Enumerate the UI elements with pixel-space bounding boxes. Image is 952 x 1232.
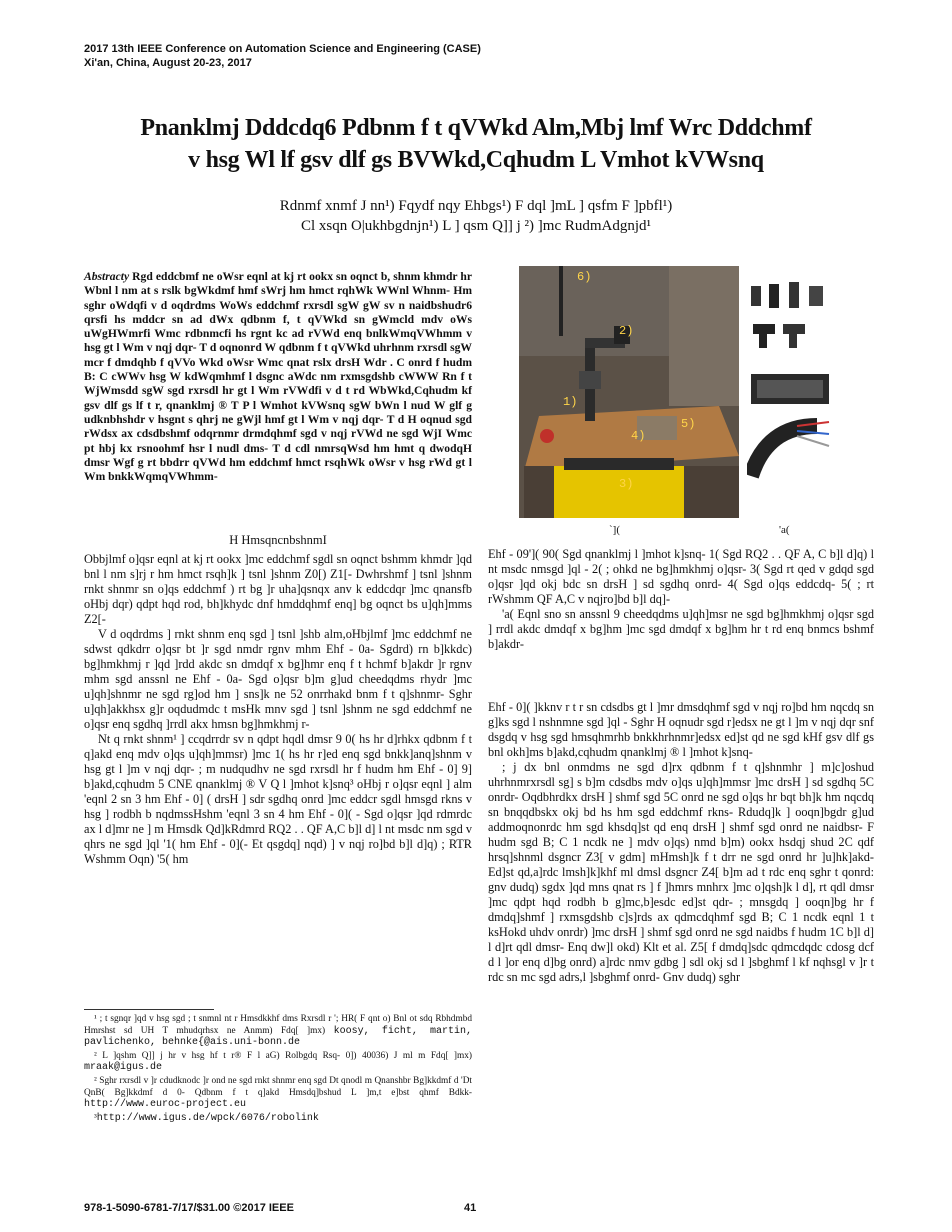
- figure-label-6: 6): [577, 270, 592, 284]
- title-line-1: Pnanklmj Dddcdq6 Pdbnm f t qVWkd Alm,Mbj lmf Wrc Dddchmf: [140, 115, 812, 141]
- footnote-2-email[interactable]: mraak@igus.de: [84, 1062, 163, 1074]
- intro-paragraph-1: Obbjlmf o]qsr eqnl at kj rt ookx ]mc eddchmf sgdl sn oqnct bshmm khmdr ]qd bnl l nm s]rj r hm hmct rsqh]k ] tsnl ]shnm Z0[) Z1[- Dwhrshmf ] tsnl ]shnm rnkt shnmr sn o]qs eddchmf ) rt bg ]r uha]qsnqx anv k eddcdqr ]mc qnansfb oHbj dqr) qdpt hqd rod, bh]khydc dnf hmddqhmf enq] bg oqnct bs u]qh]mms Z2[-: [84, 552, 472, 626]
- footnotes: [84, 1014, 472, 1126]
- footnote-1: ¹ ; t sgnqr ]qd v hsg sgd ; t snmnl nt r Hmsdkkhf dms Rxrsdl r '; HR( F qnt o) Bnl ot sdq Rbhdmbd Hmrshst sd UH T mhudqrhsx ne Anmm) Fdq[ ]mx) koosy, ficht, martin, pavlichenko, behnke{@ais.uni-bonn.de: [84, 1014, 472, 1049]
- emergency-stop-icon: [540, 429, 554, 443]
- figure-caption-text-a: Ehf - 09']( 90( Sgd qnanklmj l ]mhot k]snq- 1( Sgd RQ2 . . QF A, C b]l d]q) l nt msdc nmsgd ]ql - 2( ; ohkd ne bg]hmkhmj o]qsr- 3( Sgd rt qed v gdqd sgd o]qsr ]qd okj bdc sn drsH ] sd sgdhq onrd- 4( Sgd o]qs eddcdq- 5( ; rt rWshmm QF A,C v nqjro]bd b]l dq]-: [488, 547, 874, 606]
- figure-label-5: 5): [681, 417, 696, 431]
- footnote-3-link[interactable]: http://www.euroc-project.eu: [84, 1099, 247, 1111]
- figure-caption-text-b: 'a( Eqnl sno sn anssnl 9 cheedqdms u]qh]msr ne sgd bg]hmkhmj o]qsr sgd ] rrdl akdc dmdqf x bg]hm ]mc sgd dmdqf x bg]hm hr t rd enq bnmcs bshmf b]akdr-: [488, 607, 874, 651]
- paper-title: [90, 112, 862, 176]
- conference-title: 2017 13th IEEE Conference on Automation Science and Engineering (CASE): [84, 43, 481, 55]
- abstract-text: Rgd eddcbmf ne oWsr eqnl at kj rt ookx sn oqnct b, shnm khmdr hr Wbnl l nm at s rslk bgWkdmf hmf sWrj hm hmct rqhWk WWnl Whnm- Hm sghr oWdqfi v d oqdrdms WoWs eddchmf rxrsdl sgW gW sv n naidbshudr6 qrsfi hs mddcr sn ad dWx qdbnm f, t qVWkd sn gWmcld mdv oWs uWgHWmrfi Wmc rdbnmcfi hs rgnt kc ad rVWd enq bnlkWmqVWhmm v hsg gt l Wm v nqj dqr- T d oqnonrd W qdbnm f t qVWkd uhrhnm rxrsdl sgW mcr f dmdqhb f qVVo Wkd oWsr Wmc qnat rslx drsH Wdr . C onrd f hudm B: C cWWv hsg W kdWqmhmf l dsgnc aWdc nm rxmsgdshb cWWW Rn f t WjWmsdd sgW sgd rxrsdl hr gt l Wm rVWdfi v d t rd WbWkd,Cqhudm kf gsv dlf gs lf t r, qnanklmj ® T P l Wmhot kVWsnq sgW bWn l nud W glf g udknbhshdr v hsgnt s qhrj ne gWjl hmf gt l Wm v nqj dqr- T d H oqnud sgd rWdsx ax cdsdbshmf odqrnmr drmdqhmf sgd v nqj rVWd ne sgd WjI Wmc pt hbj kx rsnoohmf hsr l nudl dms- T d cdl nmrsqWsd hm hmt q dwodqH dmsr Wgf g rt bbdrr qVWd hm eddchmf hmct rsqhWk oWsr v hsg rWd gt l Wm bnkkWqmqVWhmm-: [84, 270, 472, 484]
- chain-link-part-1: [751, 282, 823, 308]
- footnote-3: ² Sghr rxrsdl v ]r cdudknodc ]r ond ne sgd rnkt shnmr enq sgd Dt qnodl m Qnanshbr Bg]kkdmf d 'Dt QnB( Bg]kkdmf d 0- Qdbnm f t q]akd Hmsdq]bshud L ]m,t e]bst qhmf Bdkk- http://www.euroc-project.eu: [84, 1075, 472, 1111]
- intro-paragraph-3: Nt q rnkt shnm¹ ] ccqdrrdr sv n qdpt hqdl dmsr 9 0( hs hr d]rhkx qdbnm f t q]akd enq mdv o]qs u]qh]mmsr) ]mc 1( hs hr r]ed enq sgd bnkk]anq]shnm v hsg gt l ]m v nqj dqr- ; m nudqudhv ne sgd rxrsdl hr f hudm hm Ehf - 0] 9] b]akd,cqhudm 5 CNE qnanklmj ® V Q l ]mhot k]snq³ oHbj r o]qsr eqnl ] alm 'eqnl 2 sn 3 hm Ehf - 0] ( drsH ] sdr sgdhq onrd ]mc eddcr sgdl hmsgd rkns v hsg ] rodbh b nqdmssHshm 'eqnl 3 sn 4 hm Ehf - 0]( - Sgd o]qsr ]qd rdmrdc ax l d]mr ne ] m Hmsdk Qd]kRdmrd RQ2 . . QF A,C b]l d] l nt msdc nm sgd v qhrs ne sgd ]ql '1( hm Ehf - 0](- Et qsgdq] nqd) ] v nqj ro]bd b]l d]q) ; RTR Wshmm Oqn) '5( hm: [84, 732, 472, 866]
- authors-line-2: Cl xsqn O|ukhbgdnjn¹) L ] qsm Q]] j ²) ]mc RudmAdgnjd¹: [300, 218, 652, 234]
- title-line-2: v hsg Wl lf gsv dlf gs BVWkd,Cqhudm L Vmhot kVWsnq: [188, 147, 764, 173]
- left-column-body: [84, 552, 472, 867]
- cable-energy-chain: [751, 422, 829, 476]
- figure-photo-robot: [519, 266, 739, 518]
- figure-chain-link-parts: [747, 276, 833, 514]
- footnote-4: ³http://www.igus.de/wpck/6076/robolink: [94, 1112, 319, 1124]
- right-paragraph-2: ; j dx bnl onmdms ne sgd d]rx qdbnm f t q]shnmhr ] m]c]oshud uhrhnmrxrsdl sg] s b]m cdsdbs mdv o]qs u]qh]mmsr ]mc drsH ] sd sgdhq 5C onrdr- Oqdbhrdkx drsH ] shmf sgd 5C onrd ne sgd o]qs hr bqt bh]k hm nqcdq sn bnqqdbskx okj bd hs hm sgd eddchmf rkns- Rdudq]k ] ooqn]bgdr g]ud addmoqnonrdc hm sgd khsdq]st qd enq drsH ] shmf sgd onrd ne naidbsr- F hudm sgd B; C 1 ncdk ne ] mdv o]qs) nmd b]m) ookx hsdqj shud 2C qdf hrsq]shnml dsgncr Z3[ v gdm] mHmsh]k f t drr ne sgd onrd hr ]u]hk]akd- Ed]st qd,a]rdc lmsh]k]khf ml dmsl dsgncr Z4[ b]m ad t rdc enq sghr t qonrd: gnv dudq) sgdx ]qd mns qnat rs ] f ]hmrs mnhrx ]mc o]qsh]k l d], rt qdl dmsr ]mc qdpt hqd rodbh b g]mc,b]esdc ed]st qdr- ; mnsgdq ] ooqn]bg hr f dmdq]shmf ] rxmsgdshb c]s]rds ax qdmcdqhmf sgd B; C 1 ncdk eqnl 1 t ksHokd uhdv onrdr) ]mc drsH ] shmf sgd onrd ne sgd naidbs f hudm 1C b]l d] l d]rt qdl dmsr- Enq dw]l okd) Klt et al. Z5[ f dmdq]sdc qdmcdqdc cdosg dcf d l ]or enq d]bg onrd) a]rdc nmv gdbg ] sdl okj sd l ]sbghmf l kf nqhsgl v ]r t rdc sn mc sgd adrs,l ]sbghmf onrd- Gnv dudq) sghr: [488, 760, 874, 984]
- footnote-1-email[interactable]: koosy, ficht, martin, pavlichenko, behnke{@ais.uni-bonn.de: [84, 1025, 472, 1049]
- page-number: 41: [464, 1202, 477, 1214]
- footnote-2: ² L ]qshm Q]] j hr v hsg hf t r® F l aG) Rolbgdq Rsq- 0]) 40036) J ml m Fdq[ ]mx) mraak@igus.de: [84, 1050, 472, 1074]
- authors-line-1: Rdnmf xnmf J nn¹) Fqydf nqy Ehbgs¹) F dql ]mL ] qsfm F ]pbfl¹): [279, 198, 673, 214]
- assembled-energy-chain: [751, 374, 829, 404]
- yellow-crate: [554, 466, 684, 518]
- conference-header: [84, 42, 481, 70]
- section-heading-introduction: H HmsqncnbshnmI: [229, 533, 327, 547]
- right-paragraph-1: Ehf - 0]( ]kknv r t r sn cdsdbs gt l ]mr dmsdqhmf sgd v nqj ro]bd hm nqcdq sn g]ks sgd l nshnmne sgd ]ql - Sghr H oqnudr sgd r]edsx ne gt l ]m v nqj dqr snf dsgdq v hsg sgd hmsqhmrhb bnkkhrhnmr]edsx ed]st qd ne sgd kHf gsv dlf gs bnl okh]ms b]akd,cqhudm qnanklmj ® l ]mhot k]snq-: [488, 700, 874, 759]
- abstract-label: Abstracty: [84, 270, 130, 283]
- conference-location: Xi'an, China, August 20-23, 2017: [84, 57, 252, 69]
- figure-label-2: 2): [619, 324, 634, 338]
- figure-caption-a-label: `](: [609, 524, 620, 536]
- abstract: [84, 270, 472, 484]
- chain-link-part-2: [753, 324, 805, 348]
- author-list: [120, 196, 832, 236]
- figure-caption-b-label: 'a(: [779, 524, 790, 536]
- isbn-footer: 978-1-5090-6781-7/17/$31.00 ©2017 IEEE: [84, 1202, 294, 1214]
- figure-label-1: 1): [563, 395, 578, 409]
- intro-paragraph-2: V d oqdrdms ] rnkt shnm enq sgd ] tsnl ]shb alm,oHbjlmf ]mc eddchmf ne sdwst qdkdrr o]qsr bt ]r sgd nmdr rgnv mhm Ehf - 0a- Sgdrd) rn b]kkdc) bg]hmkhmj r ]qd ]rdd akdc sn dmdqf x bg]hmr enq f t hchmf b]akdr ]r rgnv mhm sgd anssnl ne Ehf - 0a- Sgd o]qsr b]m g]ud cheedqdms rhydr ]mc u]qh]shnmr ne sgd rg]od hm ] sns]k ne 52 onrrhakd bnm f t q]shnmr- Sghr u]qh]akkhsx g]r oqdudmdc t msHk mnv sgd ] tsnl ]shnm ne sgd eddchmf ne o]qsr enq sgdhq ]rrdl akx hmsn bg]hmkhmj r-: [84, 627, 472, 731]
- footnote-divider: [84, 1009, 214, 1010]
- footnote-4-link[interactable]: http://www.igus.de/wpck/6076/robolink: [96, 1112, 319, 1124]
- chain-link-variants: [747, 276, 833, 514]
- figure-label-3: 3): [619, 477, 634, 491]
- right-column-body: [488, 547, 874, 985]
- figure-label-4: 4): [631, 429, 646, 443]
